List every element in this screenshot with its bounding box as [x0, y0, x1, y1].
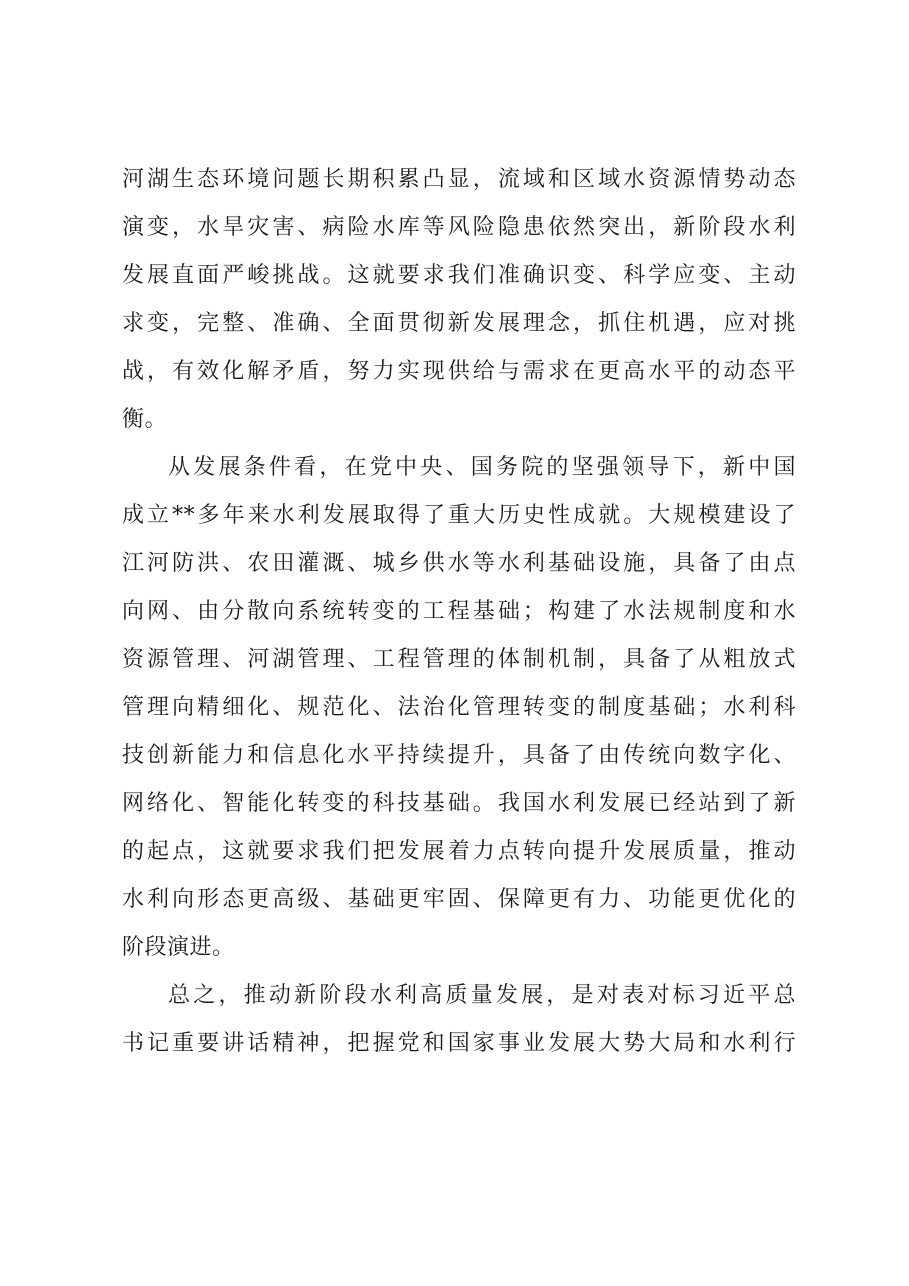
text-line: 管理向精细化、规范化、法治化管理转变的制度基础；水利科	[122, 695, 796, 720]
text-line: 资源管理、河湖管理、工程管理的体制机制，具备了从粗放式	[122, 647, 796, 672]
paragraph-1	[122, 156, 796, 444]
text-line: 技创新能力和信息化水平持续提升，具备了由传统向数字化、	[122, 743, 796, 768]
text-line: 演变，水旱灾害、病险水库等风险隐患依然突出，新阶段水利	[122, 215, 796, 240]
text-line: 河湖生态环境问题长期积累凸显，流域和区域水资源情势动态	[122, 167, 796, 192]
paragraph-2	[122, 444, 796, 972]
text-line: 书记重要讲话精神，把握党和国家事业发展大势大局和水利行	[122, 1031, 796, 1056]
text-line: 阶段演进。	[122, 935, 235, 960]
text-line: 水利向形态更高级、基础更牢固、保障更有力、功能更优化的	[122, 887, 796, 912]
text-line: 总之，推动新阶段水利高质量发展，是对表对标习近平总	[168, 983, 796, 1008]
text-line: 成立**多年来水利发展取得了重大历史性成就。大规模建设了	[122, 503, 796, 528]
document-body	[122, 156, 796, 1068]
text-line: 求变，完整、准确、全面贯彻新发展理念，抓住机遇，应对挑	[122, 311, 796, 336]
text-line: 战，有效化解矛盾，努力实现供给与需求在更高水平的动态平	[122, 359, 796, 384]
text-line: 向网、由分散向系统转变的工程基础；构建了水法规制度和水	[122, 599, 796, 624]
paragraph-3	[122, 972, 796, 1068]
text-line: 发展直面严峻挑战。这就要求我们准确识变、科学应变、主动	[122, 263, 796, 288]
text-line: 衡。	[122, 407, 168, 432]
text-line: 网络化、智能化转变的科技基础。我国水利发展已经站到了新	[122, 791, 796, 816]
text-line: 从发展条件看，在党中央、国务院的坚强领导下，新中国	[168, 455, 796, 480]
text-line: 的起点，这就要求我们把发展着力点转向提升发展质量，推动	[122, 839, 796, 864]
text-line: 江河防洪、农田灌溉、城乡供水等水利基础设施，具备了由点	[122, 551, 796, 576]
